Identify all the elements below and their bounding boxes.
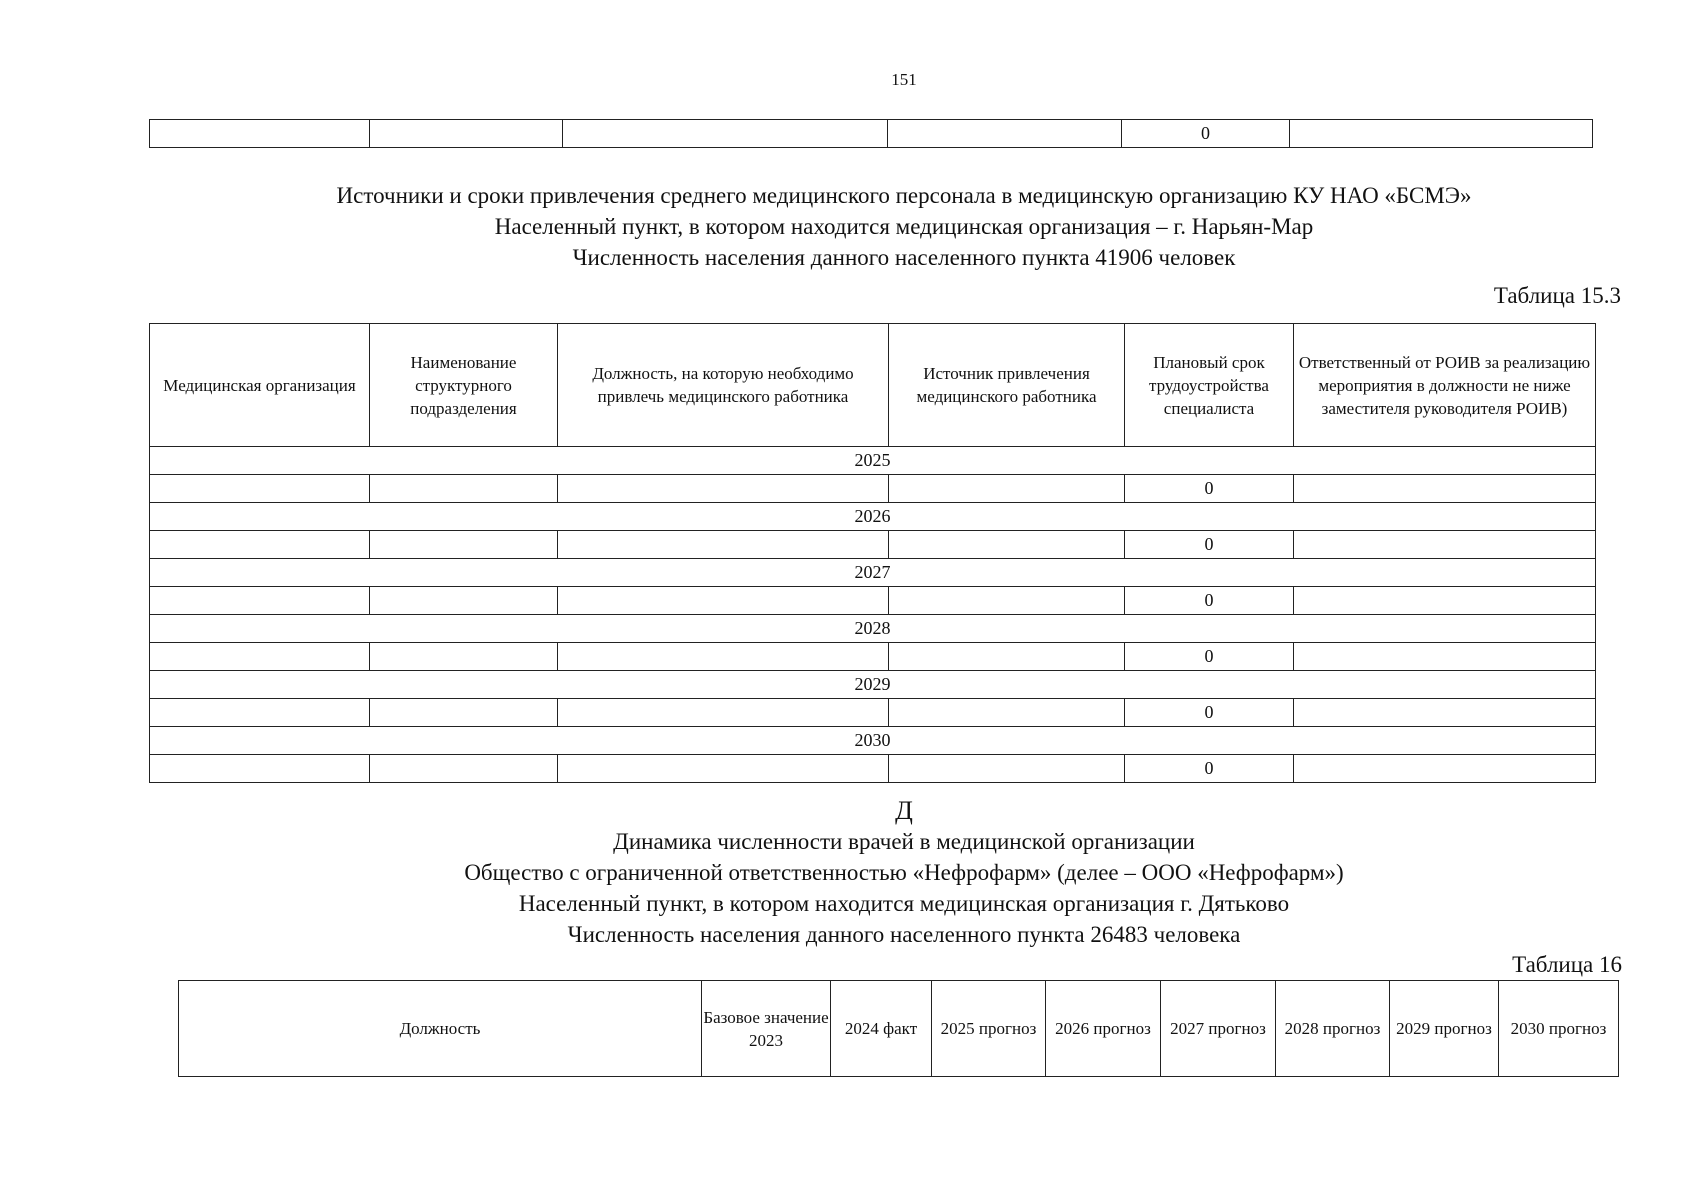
heading-line: Численность населения данного населенного пункта 41906 человек <box>572 245 1236 270</box>
table-cell <box>370 475 558 503</box>
table-header-row <box>179 981 1619 1077</box>
table-cell <box>558 643 889 671</box>
table-cell <box>889 755 1125 783</box>
table-row <box>150 587 1596 615</box>
table-cell: 0 <box>1125 699 1294 727</box>
table-cell <box>1290 120 1593 148</box>
table-cell: 0 <box>1125 643 1294 671</box>
year-row <box>150 671 1596 699</box>
column-header: Базовое значение 2023 <box>702 981 831 1077</box>
table-cell: 0 <box>1125 755 1294 783</box>
year-row <box>150 615 1596 643</box>
table-cell <box>150 643 370 671</box>
table-cell <box>150 755 370 783</box>
year-cell: 2029 <box>150 671 1596 699</box>
section1-heading <box>0 180 1698 273</box>
table-cell <box>889 475 1125 503</box>
table-cell <box>1294 531 1596 559</box>
table-row <box>150 643 1596 671</box>
table-cell <box>1294 699 1596 727</box>
table-cell <box>370 587 558 615</box>
table-cell <box>889 699 1125 727</box>
table-cell <box>563 120 888 148</box>
table-cell <box>150 587 370 615</box>
table-row <box>150 120 1593 148</box>
table-cell <box>150 475 370 503</box>
year-cell: 2027 <box>150 559 1596 587</box>
column-header: Плановый срок трудоустройства специалиста <box>1125 324 1294 447</box>
table-cell <box>889 531 1125 559</box>
table-cell <box>558 475 889 503</box>
column-header: 2027 прогноз <box>1161 981 1276 1077</box>
column-header: 2029 прогноз <box>1390 981 1499 1077</box>
column-header: Наименование структурного подразделения <box>370 324 558 447</box>
table-cell <box>1294 475 1596 503</box>
heading-line: Общество с ограниченной ответственностью «Нефрофарм» (делее – ООО «Нефрофарм») <box>464 860 1344 885</box>
column-header: 2030 прогноз <box>1499 981 1619 1077</box>
table-cell <box>370 755 558 783</box>
table-cell <box>150 699 370 727</box>
table-row <box>150 699 1596 727</box>
table-cell: 0 <box>1125 531 1294 559</box>
table-cell <box>888 120 1122 148</box>
page-number: 151 <box>891 70 917 89</box>
column-header: 2025 прогноз <box>932 981 1046 1077</box>
column-header: 2026 прогноз <box>1046 981 1161 1077</box>
heading-line: Источники и сроки привлечения среднего медицинского персонала в медицинскую организацию КУ НАО «БСМЭ» <box>336 183 1472 208</box>
table-cell <box>558 699 889 727</box>
heading-line: Населенный пункт, в котором находится медицинская организация г. Дятьково <box>518 891 1290 916</box>
table-cell <box>150 531 370 559</box>
section2-heading <box>0 826 1698 950</box>
table-cell <box>370 643 558 671</box>
table-row <box>150 475 1596 503</box>
table-label-15-3: Таблица 15.3 <box>1493 283 1621 308</box>
table-cell: 0 <box>1125 475 1294 503</box>
year-row <box>150 503 1596 531</box>
heading-line: Населенный пункт, в котором находится медицинская организация – г. Нарьян-Мар <box>494 214 1314 239</box>
table-15-3 <box>149 323 1596 783</box>
letter-mark: Д <box>895 796 913 825</box>
heading-line: Динамика численности врачей в медицинской организации <box>613 829 1195 854</box>
heading-line: Численность населения данного населенного пункта 26483 человека <box>567 922 1241 947</box>
year-cell: 2026 <box>150 503 1596 531</box>
table-label-16: Таблица 16 <box>1512 952 1622 977</box>
table-cell: 0 <box>1125 587 1294 615</box>
table-cell: 0 <box>1122 120 1290 148</box>
table-cell <box>558 755 889 783</box>
year-cell: 2030 <box>150 727 1596 755</box>
table-cell <box>370 120 563 148</box>
year-cell: 2025 <box>150 447 1596 475</box>
table-cell <box>1294 643 1596 671</box>
table-cell <box>1294 755 1596 783</box>
continued-table-row <box>149 119 1593 148</box>
column-header: 2028 прогноз <box>1276 981 1390 1077</box>
year-row <box>150 559 1596 587</box>
table-cell <box>370 699 558 727</box>
table-cell <box>150 120 370 148</box>
table-row <box>150 755 1596 783</box>
column-header: 2024 факт <box>831 981 932 1077</box>
column-header: Ответственный от РОИВ за реализацию мероприятия в должности не ниже заместителя руководителя РОИВ) <box>1294 324 1596 447</box>
table-cell <box>558 531 889 559</box>
column-header: Должность <box>179 981 702 1077</box>
table-cell <box>889 643 1125 671</box>
table-cell <box>889 587 1125 615</box>
table-cell <box>558 587 889 615</box>
table-cell <box>1294 587 1596 615</box>
year-row <box>150 447 1596 475</box>
table-16 <box>178 980 1619 1077</box>
table-row <box>150 531 1596 559</box>
table-header-row <box>150 324 1596 447</box>
column-header: Должность, на которую необходимо привлечь медицинского работника <box>558 324 889 447</box>
year-row <box>150 727 1596 755</box>
column-header: Источник привлечения медицинского работника <box>889 324 1125 447</box>
table-cell <box>370 531 558 559</box>
column-header: Медицинская организация <box>150 324 370 447</box>
year-cell: 2028 <box>150 615 1596 643</box>
